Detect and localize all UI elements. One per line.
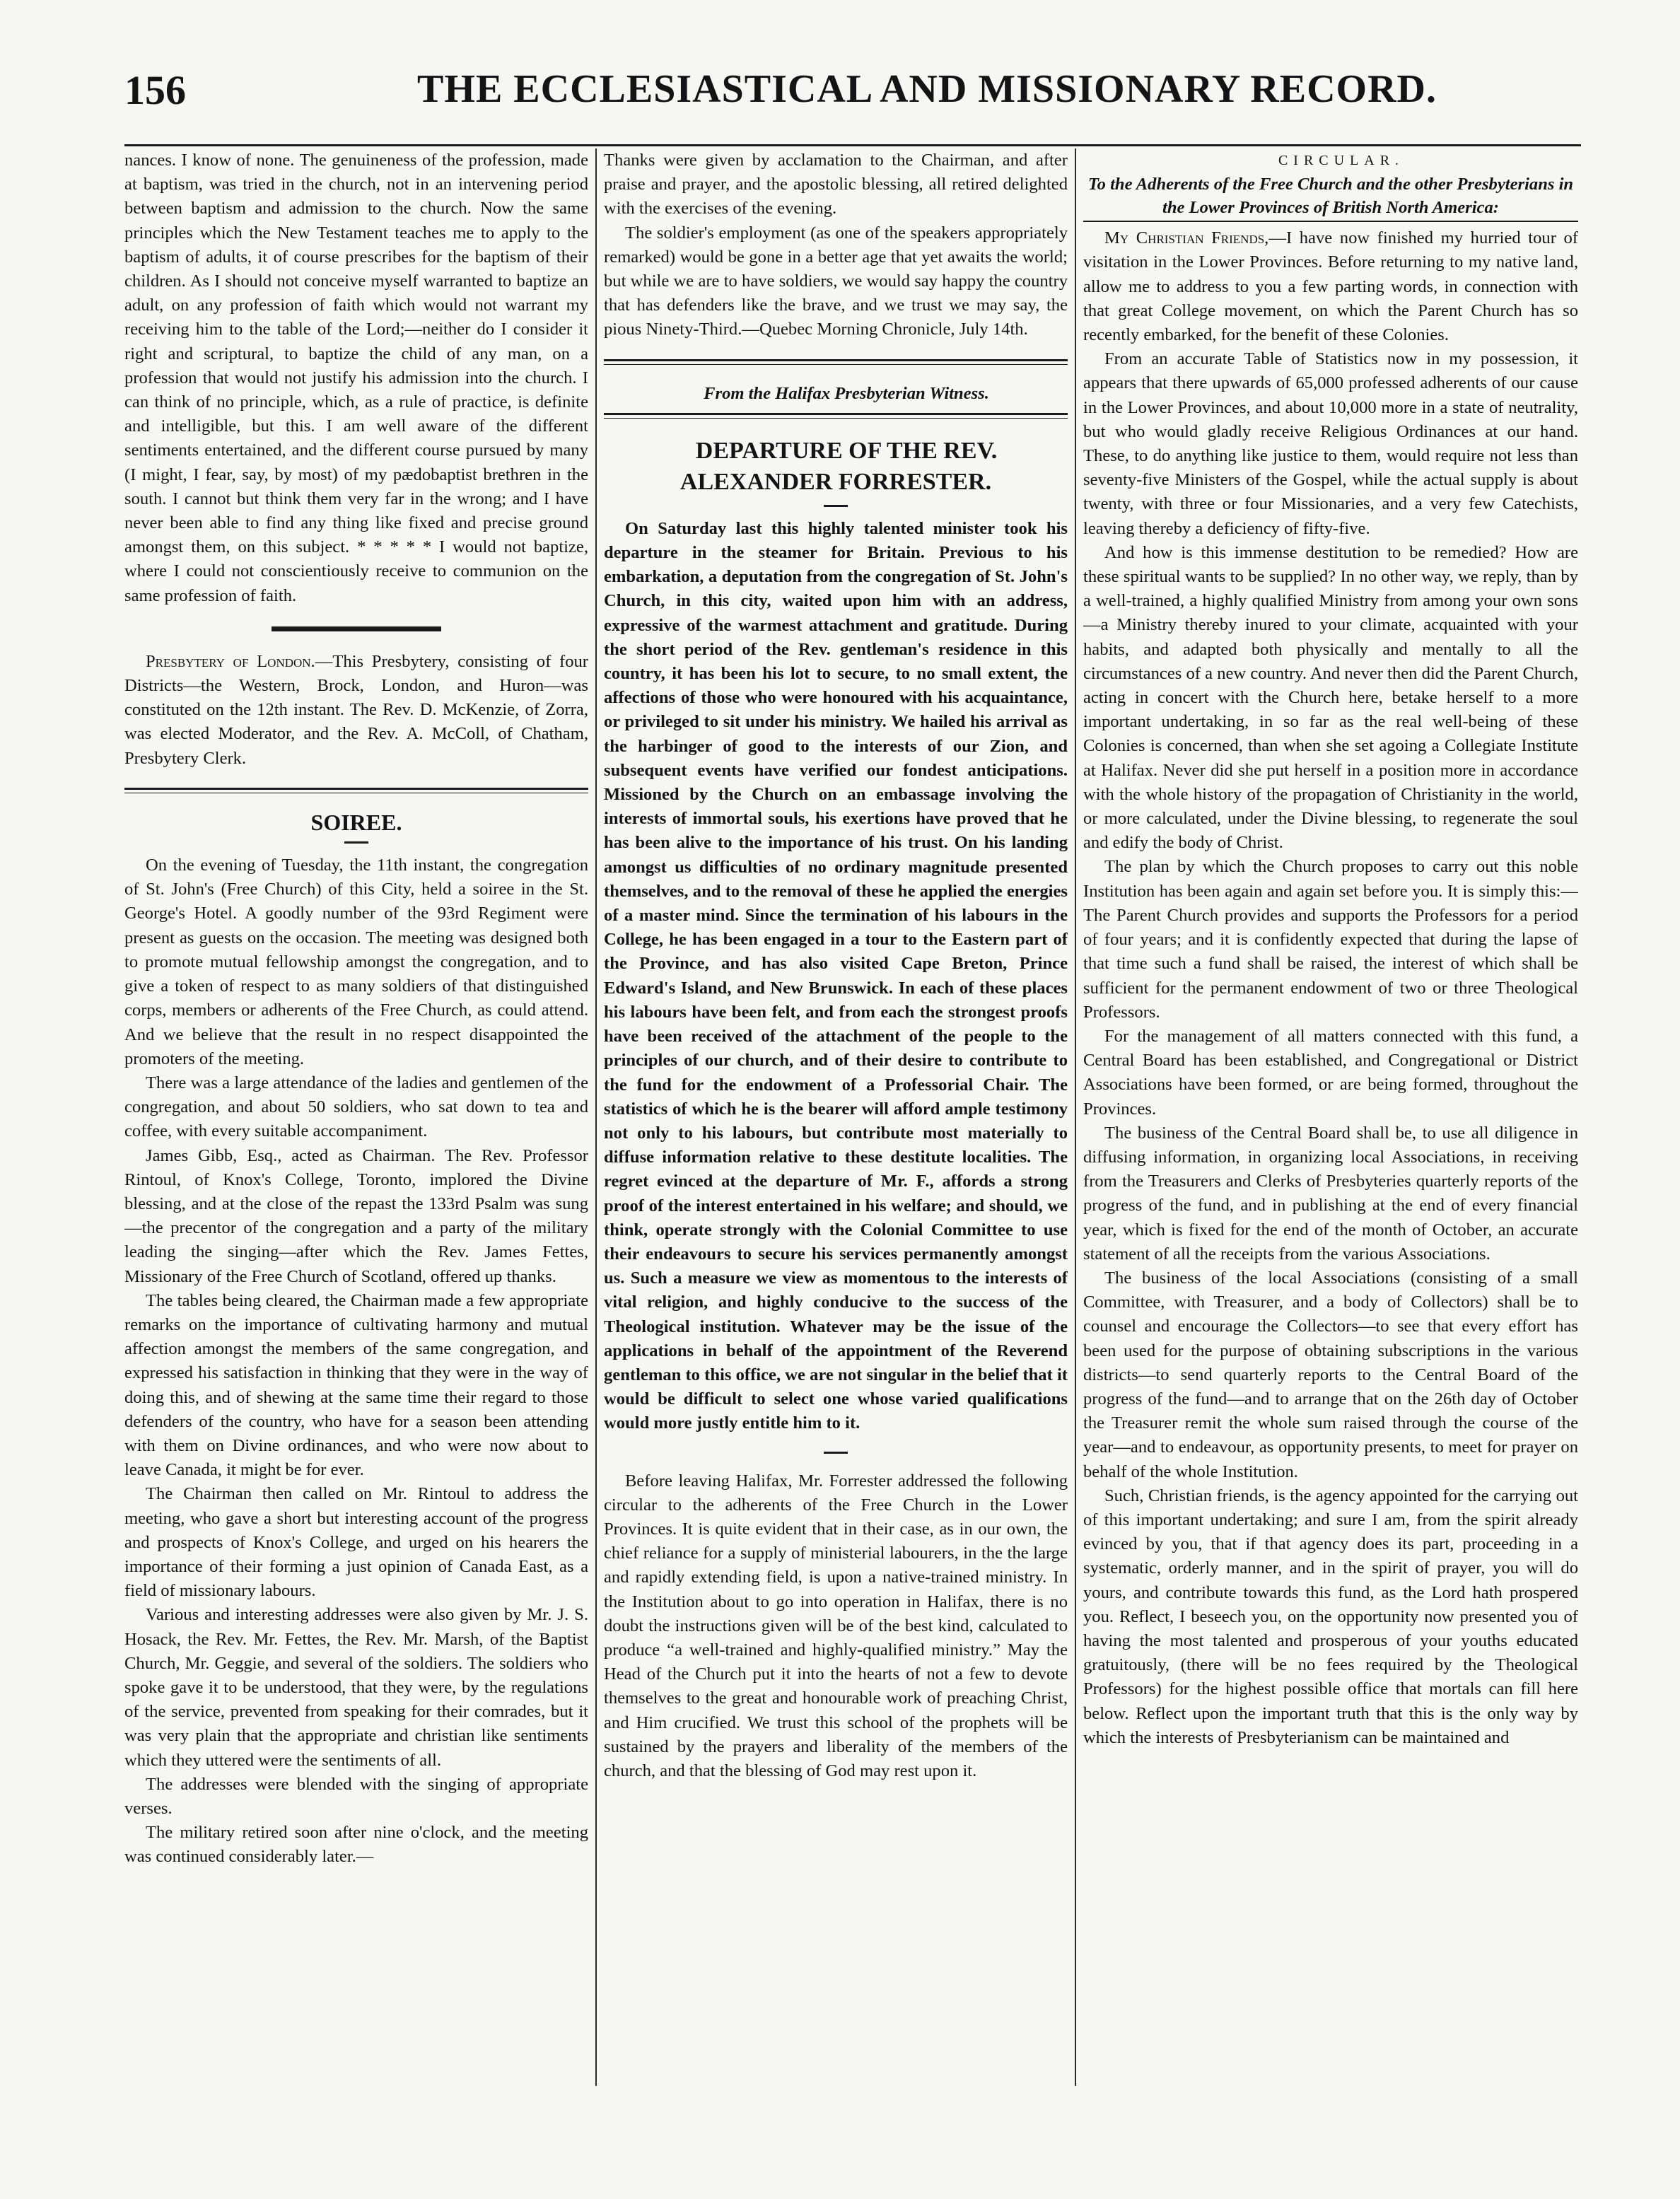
soiree-paragraph: The addresses were blended with the singing of appropriate verses. [124, 1774, 588, 1818]
circular-paragraph: And how is this immense destitution to be remedied? How are these spiritual wants to be supplied? In no other way, we reply, than by a well-trained, a highly qualified Ministry from among your own sons—a Ministry thereby inured to your climate, acquainted with your habits, and adapted both physically and mentally to all the circumstances of a new country. And never then did the Parent Church, acting in concert with the Church here, betake herself to a more important undertaking, in so far as the real well-being of these Colonies is concerned, than when she set agoing a Collegiate Institute at Halifax. Never did she put herself in a position more in accordance with the whole history of the propagation of Christianity in the world, or more calculated, under the Divine blessing, to regenerate the soul and edify the body of Christ. [1083, 542, 1578, 853]
circular-opening: —I have now finished my hurried tour of visitation in the Lower Provinces. Before returning to my native land, allow me to address to you a few parting words, in connection with that great College movement, on which the Parent Church has so recently embarked, for the benefit of these Colonies. [1083, 228, 1578, 345]
column-rule-left [595, 148, 597, 2086]
circular-paragraph: The plan by which the Church proposes to carry out this noble Institution has been again and again set before you. It is simply this:—The Parent Church provides and supports the Professors for a period of four years; and it is confidently expected that during the lapse of that time such a fund shall be raised, the interest of which shall be sufficient for the permanent endowment of two or three Theological Professors. [1083, 857, 1578, 1022]
title-dash [824, 505, 848, 507]
page-header [124, 66, 1581, 146]
page-number: 156 [124, 67, 186, 113]
column-one [124, 148, 588, 2093]
title-dash [344, 841, 368, 844]
section-divider [272, 626, 441, 631]
salutation: My Christian Friends, [1104, 228, 1269, 248]
section-divider [604, 413, 1068, 419]
soiree-paragraph: James Gibb, Esq., acted as Chairman. The Rev. Professor Rintoul, of Knox's College, Toronto, implored the Divine blessing, and at the close of the repast the 133rd Psalm was sung—the precentor of the congregation and a party of the military leading the singing—after which the Rev. James Fettes, Missionary of the Free Church of Scotland, offered up thanks. [124, 1145, 588, 1286]
circular-paragraph: From an accurate Table of Statistics now in my possession, it appears that there upwards of 65,000 professed adherents of our cause in the Lower Provinces, and about 10,000 more in a state of neutrality, but who would gladly receive Religious Ordinances at our hand. These, to do anything like justice to them, would require not less than seventy-five Ministers of the Gospel, while the actual supply is about twenty, with three or four Missionaries, and a very few Catechists, leaving thereby a deficiency of fifty-five. [1083, 349, 1578, 538]
baptism-paragraph: nances. I know of none. The genuineness of the profession, made at baptism, was tried in the church, not in an intervening period between baptism and admission to the church. Now the same principles which the New Testament teaches me to apply to the baptism of adults, it of course prescribes for the baptism of their children. As I should not conceive myself warranted to baptize an adult, on any profession of faith which would not warrant my receiving him to the table of the Lord;—neither do I consider it right and scriptural, to baptize the child of any man, on a profession that would not justify his admission into the church. I can think of no principle, which, as a rule of practice, is definite and intelligible, but this. I am well aware of the different sentiments entertained, and the different course pursued by many (I might, I fear, say, by most) of my pædobaptist brethren in the south. I cannot but think them very far in the wrong; and I have never been able to find any thing like fixed and precise ground amongst them, on this subject. * * * * * I would not baptize, where I could not conscientiously receive to communion on the same profession of faith. [124, 151, 588, 605]
circular-label: CIRCULAR. [1278, 153, 1405, 168]
source-line: From the Halifax Presbyterian Witness. [704, 383, 989, 403]
circular-paragraph [1083, 226, 1578, 347]
soiree-paragraph: Various and interesting addresses were also given by Mr. J. S. Hosack, the Rev. Mr. Fettes, the Rev. Mr. Marsh, of the Baptist Church, Mr. Geggie, and several of the soldiers. The soldiers who spoke gave it to be understood, that they were, by the regulations of the service, prevented from speaking for their comrades, but it was very plain that the appropriate and christian like sentiments which they uttered were the sentiments of all. [124, 1605, 588, 1770]
column-rule-right [1075, 148, 1076, 2086]
column-two [604, 148, 1068, 2093]
soiree-paragraph: The military retired soon after nine o'clock, and the meeting was continued considerably later.— [124, 1823, 588, 1867]
presbytery-paragraph [124, 650, 588, 771]
departure-title: DEPARTURE OF THE REV. ALEXANDER FORRESTER. [679, 437, 998, 495]
presbytery-text: —This Presbytery, consisting of four Districts—the Western, Brock, London, and Huron—was constituted on the 12th instant. The Rev. D. McKenzie, of Zorra, was elected Moderator, and the Rev. A. McColl, of Chatham, Presbytery Clerk. [124, 651, 588, 768]
column-three [1083, 148, 1578, 2093]
presbytery-lead: Presbytery of London. [146, 651, 315, 671]
departure-paragraph: Before leaving Halifax, Mr. Forrester addressed the following circular to the adherents of the Free Church in the Lower Provinces. It is quite evident that in their case, as in our own, the chief reliance for a supply of ministerial labourers, in the the large and rapidly extending field, is upon a native-trained ministry. In the Institution about to go into operation in Halifax, there is no doubt the instructions given will be of the best kind, calculated to produce “a well-trained and highly-qualified ministry.” May the Head of the Church put it into the hearts of not a few to devote themselves to the great and honourable work of preaching Christ, and Him crucified. We trust this school of the prophets will be sustained by the prayers and liberality of the members of the church, and that the blessing of God may rest upon it. [604, 1471, 1068, 1780]
soiree-paragraph: The tables being cleared, the Chairman made a few appropriate remarks on the importance of cultivating harmony and mutual affection amongst the members of the same congregation, and expressed his satisfaction in thinking that they were in the way of doing this, and of shewing at the same time their regard to those defenders of the country, who have for a season been attending with them on Divine ordinances, and who were now about to leave Canada, it might be for ever. [124, 1290, 588, 1480]
circular-paragraph: The business of the local Associations (consisting of a small Committee, with Treasurer, and a body of Collectors) shall be to counsel and encourage the Collectors—to see that every effort has been used for the purpose of obtaining subscriptions in the various districts—to send quarterly reports to the Central Board of the progress of the fund—and to arrange that on the 26th day of October the Treasurer remit the whole sum raised through the course of the year—and to endeavour, as opportunity presents, to meet for prayer on behalf of the whole Institution. [1083, 1268, 1578, 1481]
soiree-paragraph: The Chairman then called on Mr. Rintoul to address the meeting, who gave a short but interesting account of the progress and prospects of Knox's College, and urged on his hearers the importance of their forming a just opinion of Canada East, as a field of missionary labours. [124, 1484, 588, 1601]
section-divider [604, 359, 1068, 365]
soiree-title: SOIREE. [310, 809, 402, 835]
circular-address: To the Adherents of the Free Church and the other Presbyterians in the Lower Provinces of British North America: [1087, 175, 1574, 218]
soiree-continued-paragraph: The soldier's employment (as one of the speakers appropriately remarked) would be gone in a better age that yet awaits the world; but while we are to have soldiers, we would say happy the country that has defenders like the brave, and we trust we may say, the pious Ninety-Third.—Quebec Morning Chronicle, July 14th. [604, 223, 1068, 339]
departure-paragraph: On Saturday last this highly talented minister took his departure in the steamer for Britain. Previous to his embarkation, a deputation from the congregation of St. John's Church, in this city, waited upon him with an address, expressive of the warmest attachment and gratitude. During the short period of the Rev. gentleman's residence in this country, it has been his lot to secure, to no small extent, the affections of those who were honoured with his acquaintance, or privileged to sit under his ministry. We hailed his arrival as the harbinger of good to the interests of our Zion, and subsequent events have verified our fondest anticipations. Missioned by the Church on an embassage involving the interests of immortal souls, his exertions have proved that he has been alive to the importance of his trust. On his landing amongst us difficulties of no ordinary magnitude presented themselves, and to the removal of these he applied the energies of a master mind. Since the termination of his labours in the College, he has been engaged in a tour to the Eastern part of the Province, and has also visited Cape Breton, Prince Edward's Island, and New Brunswick. In each of these places his labours have been felt, and from each the strongest proofs have been received of the attachment of the people to the principles of our church, and of their desire to contribute to the fund for the endowment of a Professorial Chair. The statistics of which he is the bearer will afford ample testimony not only to his labours, but contribute most materially to diffuse information relative to these destitute localities. The regret evinced at the departure of Mr. F., affords a strong proof of the interest entertained in his welfare; and should, we think, operate strongly with the Colonial Committee to use their endeavours to secure his services permanently amongst us. Such a measure we view as momentous to the interests of vital religion, and highly conducive to the success of the Theological institution. Whatever may be the issue of the applications in behalf of the appointment of the Reverend gentleman to this office, we are not singular in the belief that it would be difficult to select one whose varied qualifications would more justly entitle him to it. [604, 518, 1068, 1433]
section-dash [824, 1452, 848, 1454]
soiree-paragraph: There was a large attendance of the ladies and gentlemen of the congregation, and about 50 soldiers, who sat down to tea and coffee, with every suitable accompaniment. [124, 1073, 588, 1141]
circular-paragraph: The business of the Central Board shall be, to use all diligence in diffusing information, in organizing local Associations, in receiving from the Treasurers and Clerks of Presbyteries quarterly reports of the progress of the fund, and in publishing at the end of every financial year, which is fixed for the end of the month of October, an accurate statement of all the receipts from the various Associations. [1083, 1123, 1578, 1264]
soiree-paragraph: On the evening of Tuesday, the 11th instant, the congregation of St. John's (Free Church) of this City, held a soiree in the St. George's Hotel. A goodly number of the 93rd Regiment were present as guests on the occasion. The meeting was designed both to promote mutual fellowship amongst the congregation, and to give a token of respect to as many soldiers of that distinguished corps, members or adherents of the Free Church, as could attend. And we believe that the result in no respect disappointed the promoters of the meeting. [124, 856, 588, 1068]
soiree-continued-paragraph: Thanks were given by acclamation to the Chairman, and after praise and prayer, and the apostolic blessing, all retired delighted with the exercises of the evening. [604, 151, 1068, 218]
circular-paragraph: For the management of all matters connected with this fund, a Central Board has been established, and Congregational or District Associations have been formed, or are being formed, throughout the Provinces. [1083, 1026, 1578, 1119]
running-title: THE ECCLESIASTICAL AND MISSIONARY RECORD. [417, 67, 1437, 111]
address-rule [1083, 221, 1578, 222]
circular-paragraph: Such, Christian friends, is the agency appointed for the carrying out of this important undertaking; and sure I am, from the spirit already evinced by you, that if that agency does its part, proceeding in a systematic, orderly manner, and in the spirit of prayer, you will do yours, and contribute towards this fund, as the Lord hath prospered you. Reflect, I beseech you, on the opportunity now presented you of having the most talented and prosperous of your youths educated gratuitously, (there will be no fees required by the Theological Professors) for the highest possible office that mortals can fill here below. Reflect upon the important truth that this is the only way by which the interests of Presbyterianism can be maintained and [1083, 1486, 1578, 1747]
section-divider [124, 788, 588, 793]
